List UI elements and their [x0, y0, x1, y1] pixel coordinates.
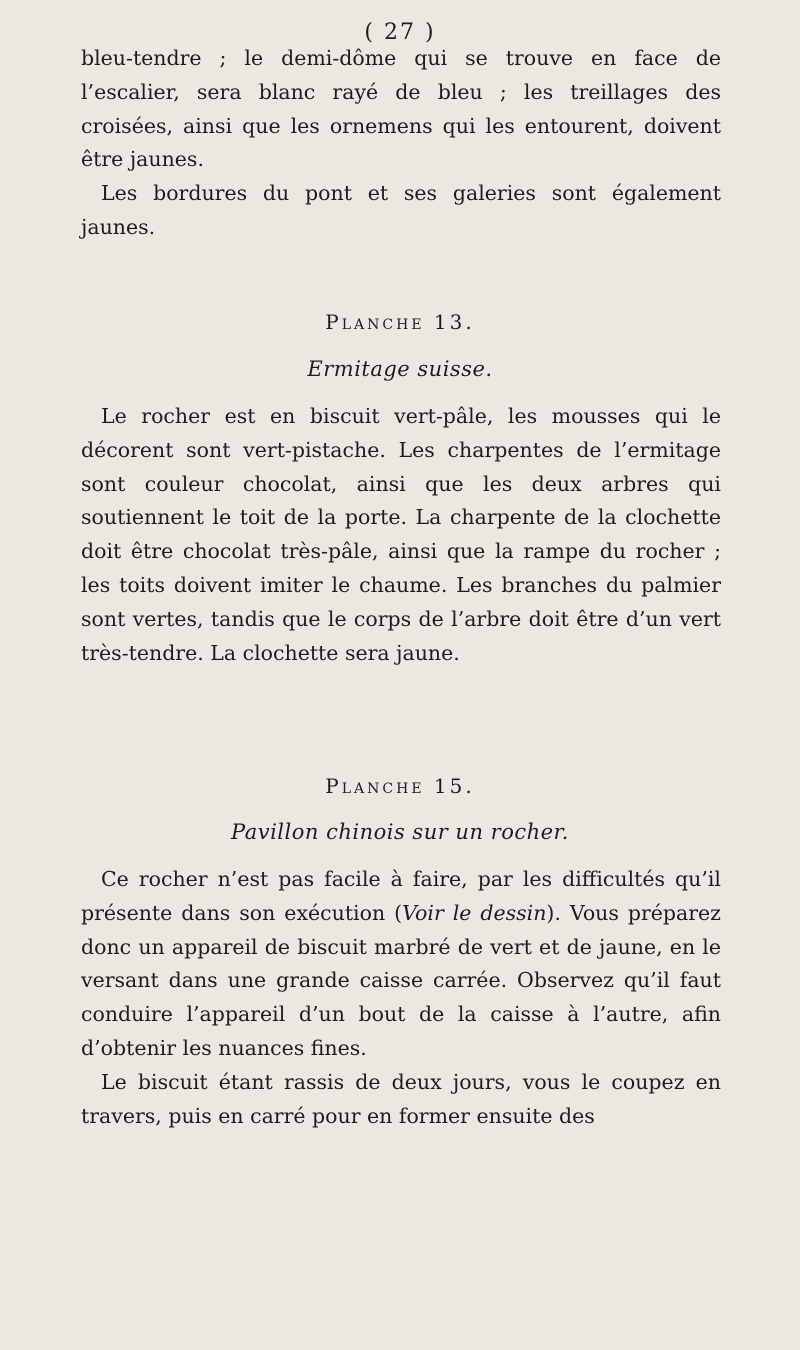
paragraph-ermitage: Le rocher est en biscuit vert-pâle, les mousses qui le décorent sont vert-pistache. Les charpentes de l’ermitage sont couleur chocolat, ainsi que les deux arbres qui soutiennent le toit de la porte. La charpente de la clochette doit être chocolat très-pâle, ainsi que la rampe du rocher ; les toits doivent imiter le chaume. Les branches du palmier sont vertes, tandis que le corps de l’arbre doit être d’un vert très-tendre. La clochette sera jaune. — [81, 404, 721, 665]
paragraph-continuation: bleu-tendre ; le demi-dôme qui se trouve en face de l’escalier, sera blanc rayé de bleu ; les treillages des croisées, ainsi que les ornemens qui les entourent, doivent être jaunes. — [81, 46, 721, 172]
paragraph-biscuit: Le biscuit étant rassis de deux jours, vous le coupez en travers, puis en carré pour en former ensuite des — [81, 1069, 721, 1128]
reference-voir-le-dessin: Voir le dessin — [402, 900, 547, 925]
page-number: ( 27 ) — [364, 20, 436, 45]
paragraph-rocher-rest: ). Vous préparez donc un appareil de biscuit marbré de vert et de jaune, en le versant dans une grande caisse carrée. Observez qu’il faut conduire l’appareil d’un bout de la caisse à l’autre, afin d’obtenir les nuances fines. — [81, 900, 721, 1060]
paragraph-bordures: Les bordures du pont et ses galeries sont également jaunes. — [81, 181, 721, 239]
plate-heading-15: Planche 15. — [325, 774, 475, 798]
paragraph-rocher — [81, 863, 721, 1066]
plate-heading-13: Planche 13. — [325, 310, 475, 334]
text-block-ermitage — [81, 400, 721, 670]
text-block-opening — [81, 42, 721, 245]
text-block-pavillon — [81, 863, 721, 1133]
section-title-pavillon: Pavillon chinois sur un rocher. — [231, 820, 569, 844]
section-title-ermitage: Ermitage suisse. — [307, 357, 493, 381]
paragraph-rocher-start: Ce rocher n’est pas facile à faire, par les difficultés qu’il présente dans son exécution ( — [81, 867, 721, 925]
